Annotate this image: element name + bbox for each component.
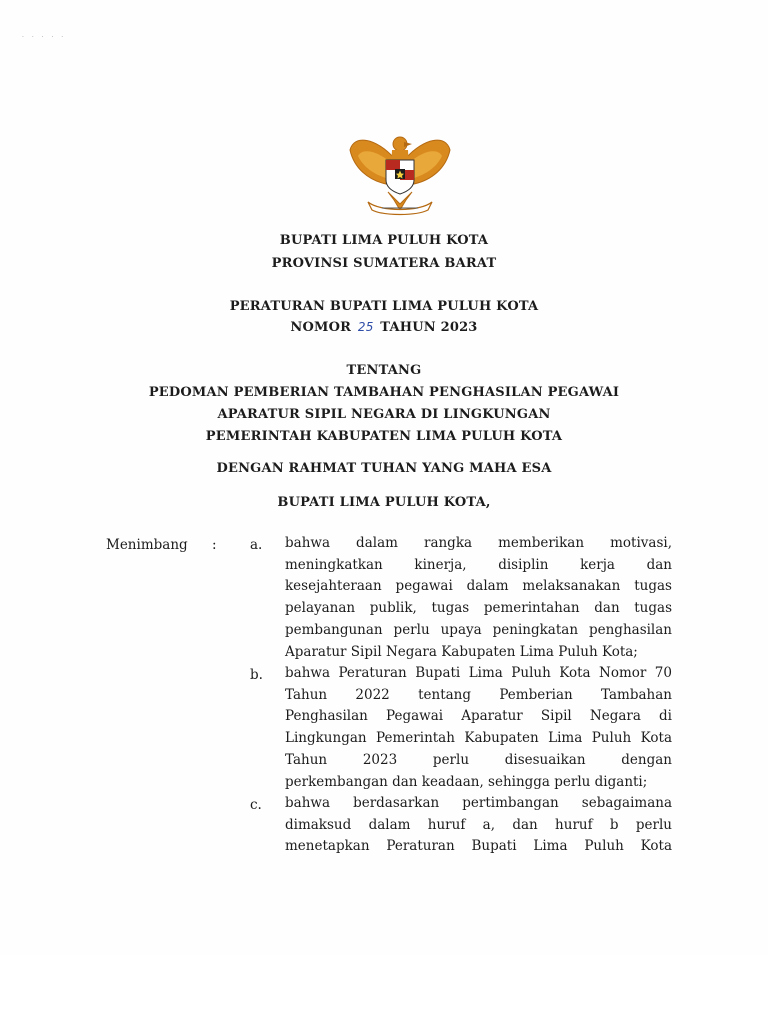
regulation-title: PERATURAN BUPATI LIMA PULUH KOTA: [229, 299, 539, 314]
item-letter-c: c.: [250, 797, 262, 813]
page-bottom-margin: [0, 955, 768, 1024]
issuer-title: BUPATI LIMA PULUH KOTA: [279, 233, 489, 248]
about-heading: TENTANG: [346, 363, 422, 378]
item-text-b: [285, 663, 672, 793]
regent-line: BUPATI LIMA PULUH KOTA,: [277, 495, 491, 510]
text-line: bahwa berdasarkan pertimbangan sebagaimana: [285, 795, 672, 811]
province-title: PROVINSI SUMATERA BARAT: [271, 256, 497, 271]
text-line: dimaksud dalam huruf a, dan huruf b perlu: [285, 816, 672, 833]
regulation-number: [0, 320, 768, 335]
text-line: Lingkungan Pemerintah Kabupaten Lima Puluh Kota: [285, 730, 672, 747]
number-prefix: NOMOR: [290, 320, 352, 335]
text-line: kesejahteraan pegawai dalam melaksanakan tugas: [285, 578, 672, 595]
menimbang-colon: :: [212, 537, 217, 553]
blessing-line: DENGAN RAHMAT TUHAN YANG MAHA ESA: [216, 461, 552, 476]
handwritten-number: 25: [357, 320, 374, 334]
item-letter-b: b.: [250, 667, 263, 683]
text-line: bahwa Peraturan Bupati Lima Puluh Kota Nomor 70: [285, 665, 672, 681]
text-line: pembangunan perlu upaya peningkatan penghasilan: [285, 621, 672, 638]
text-line: Aparatur Sipil Negara Kabupaten Lima Puluh Kota;: [285, 643, 638, 660]
item-letter-a: a.: [250, 537, 263, 553]
scan-artifact: · · · · ·: [22, 34, 67, 41]
item-text-c: [285, 793, 672, 858]
subject-line-2: APARATUR SIPIL NEGARA DI LINGKUNGAN: [217, 407, 551, 422]
menimbang-label: Menimbang: [106, 537, 188, 553]
text-line: menetapkan Peraturan Bupati Lima Puluh Kota: [285, 838, 672, 855]
text-line: perkembangan dan keadaan, sehingga perlu diganti;: [285, 773, 648, 790]
item-text-a: [285, 533, 672, 663]
text-line: Tahun 2023 perlu disesuaikan dengan: [285, 751, 672, 768]
subject-line-3: PEMERINTAH KABUPATEN LIMA PULUH KOTA: [205, 429, 563, 444]
text-line: bahwa dalam rangka memberikan motivasi,: [285, 535, 672, 551]
text-line: Penghasilan Pegawai Aparatur Sipil Negara di: [285, 708, 672, 725]
number-suffix: TAHUN 2023: [380, 320, 478, 335]
text-line: Tahun 2022 tentang Pemberian Tambahan: [285, 686, 672, 703]
subject-line-1: PEDOMAN PEMBERIAN TAMBAHAN PENGHASILAN PEGAWAI: [148, 385, 620, 400]
text-line: meningkatkan kinerja, disiplin kerja dan: [285, 556, 672, 573]
garuda-emblem-icon: [346, 128, 454, 216]
text-line: pelayanan publik, tugas pemerintahan dan tugas: [285, 600, 672, 617]
